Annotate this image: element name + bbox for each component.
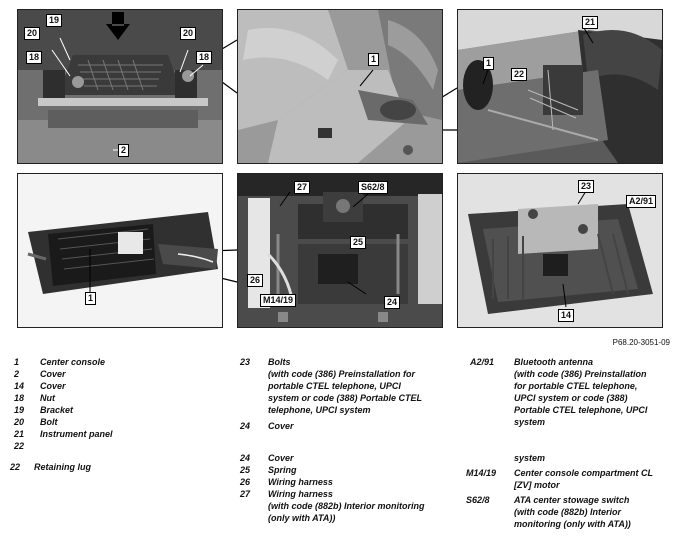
callout-18-right: 18: [196, 51, 212, 64]
legend-column-2-bottom: [240, 452, 450, 524]
legend-column-3-top: [470, 356, 670, 428]
legend-row: [10, 461, 210, 473]
legend-row: [240, 420, 450, 432]
legend-key: M14/19: [466, 468, 497, 478]
legend-key: S62/8: [466, 495, 490, 505]
photo-cover-antenna: [457, 173, 663, 328]
legend-row: [240, 476, 450, 488]
legend-key: 26: [240, 477, 251, 487]
legend-key: 14: [14, 381, 25, 391]
legend-column-1-extra: [10, 461, 210, 473]
photo-4-image: [18, 174, 222, 327]
legend-desc: Cover: [40, 381, 66, 391]
legend-row: [14, 392, 214, 404]
legend-row: [466, 494, 671, 530]
legend-desc: Instrument panel: [40, 429, 113, 439]
legend-row: [466, 452, 671, 464]
legend-key: 2: [14, 369, 20, 379]
callout-27: 27: [294, 181, 310, 194]
legend-row: [470, 356, 670, 428]
document-reference: P68.20-3051-09: [612, 338, 670, 347]
legend-desc: Center console: [40, 357, 106, 367]
callout-20-left: 20: [24, 27, 40, 40]
legend-key: 24: [240, 453, 251, 463]
legend-desc: Retaining lug: [34, 462, 91, 472]
legend-key: 20: [14, 417, 25, 427]
callout-M14-19: M14/19: [260, 294, 296, 307]
legend-column-1: [14, 356, 214, 452]
legend-column-3-bottom: [466, 452, 671, 530]
callout-20-right: 20: [180, 27, 196, 40]
legend-row: [14, 356, 214, 368]
callout-S62-8: S62/8: [358, 181, 388, 194]
legend-desc: Cover: [268, 453, 294, 463]
legend-desc: Bluetooth antenna (with code (386) Preinstallation for portable CTEL telephone, UPCI system or code (388) Portable CTEL telephone, UPCI system: [514, 357, 648, 427]
legend-desc: Cover: [268, 421, 294, 431]
legend-key: 22: [14, 441, 25, 451]
legend-row: [466, 467, 671, 491]
legend-key: 23: [240, 357, 251, 367]
callout-1: 1: [85, 292, 96, 305]
legend-key: 1: [14, 357, 20, 367]
legend-key: 24: [240, 421, 251, 431]
legend-row: [240, 356, 450, 416]
callout-25: 25: [350, 236, 366, 249]
photo-console-in-vehicle: [237, 9, 443, 164]
callout-23: 23: [578, 180, 594, 193]
callout-24: 24: [384, 296, 400, 309]
legend-key: 18: [14, 393, 25, 403]
callout-1: 1: [483, 57, 494, 70]
callout-2: 2: [118, 144, 129, 157]
photo-center-console-removed: [17, 173, 223, 328]
legend-desc: Center console compartment CL [ZV] motor: [514, 468, 654, 490]
callout-A2-91: A2/91: [626, 195, 656, 208]
legend-key: [466, 452, 514, 464]
legend-desc: Bracket: [40, 405, 74, 415]
legend-row: [240, 452, 450, 464]
legend-row: [14, 368, 214, 380]
legend-desc: Bolts (with code (386) Preinstallation for portable CTEL telephone, UPCI system or code (388) Portable CTEL telephone, UPCI system: [268, 357, 423, 415]
photo-2-image: [238, 10, 442, 163]
callout-26: 26: [247, 274, 263, 287]
legend-column-2-top: [240, 356, 450, 432]
photo-3-image: [458, 10, 662, 163]
photo-console-compartment-detail: [237, 173, 443, 328]
photo-instrument-panel-lug: [457, 9, 663, 164]
callout-22: 22: [511, 68, 527, 81]
legend-desc: Cover: [40, 369, 66, 379]
legend-desc: Nut: [40, 393, 55, 403]
legend-key: 27: [240, 489, 251, 499]
legend-row: [14, 428, 214, 440]
legend-row: [14, 380, 214, 392]
legend-desc: Wiring harness: [268, 477, 333, 487]
callout-14: 14: [558, 309, 574, 322]
photo-console-bracket-view: [17, 9, 223, 164]
legend-key: 22: [10, 462, 21, 472]
legend-desc: system: [514, 453, 546, 463]
legend-row: [14, 416, 214, 428]
legend-row: [14, 404, 214, 416]
legend-desc: Spring: [268, 465, 297, 475]
legend-key: A2/91: [470, 357, 495, 367]
legend-key: 19: [14, 405, 25, 415]
legend-key: 21: [14, 429, 25, 439]
legend-row: [14, 440, 214, 452]
callout-18-left: 18: [26, 51, 42, 64]
callout-19: 19: [46, 14, 62, 27]
legend-row: [240, 488, 450, 524]
legend-desc: ATA center stowage switch (with code (882b) Interior monitoring (only with ATA)): [514, 495, 631, 529]
legend-row: [240, 464, 450, 476]
legend-desc: Bolt: [40, 417, 58, 427]
legend-desc: Wiring harness (with code (882b) Interior monitoring (only with ATA)): [268, 489, 425, 523]
callout-21: 21: [582, 16, 598, 29]
callout-1: 1: [368, 53, 379, 66]
legend-key: 25: [240, 465, 251, 475]
